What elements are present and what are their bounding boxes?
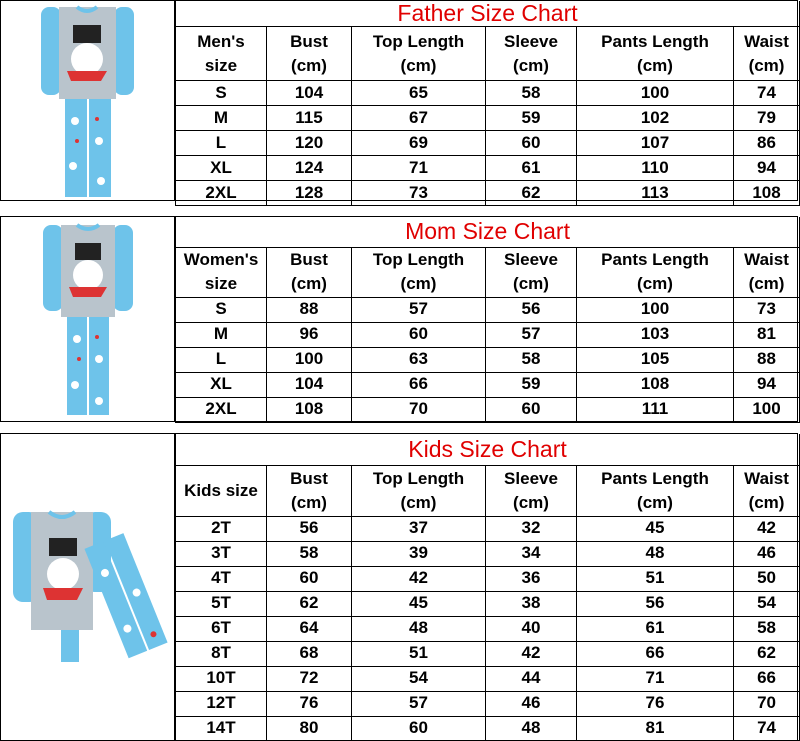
mom-header-row bbox=[176, 247, 800, 297]
mom-size-chart-block bbox=[0, 216, 798, 422]
pants-length-cell: 48 bbox=[577, 541, 734, 566]
sleeve-cell: 36 bbox=[486, 566, 577, 591]
table-row bbox=[176, 81, 800, 106]
waist-cell: 62 bbox=[734, 641, 800, 666]
size-cell: 5T bbox=[176, 591, 267, 616]
waist-cell: 46 bbox=[734, 541, 800, 566]
waist-cell: 79 bbox=[734, 106, 800, 131]
sleeve-cell: 58 bbox=[486, 81, 577, 106]
table-row bbox=[176, 106, 800, 131]
header-waist: Waist (cm) bbox=[734, 465, 800, 516]
pants-length-cell: 102 bbox=[577, 106, 734, 131]
header-sleeve: Sleeve (cm) bbox=[486, 247, 577, 297]
size-cell: M bbox=[176, 106, 267, 131]
size-cell: 6T bbox=[176, 616, 267, 641]
father-chart-title: Father Size Chart bbox=[176, 1, 800, 27]
pants-length-cell: 56 bbox=[577, 591, 734, 616]
kids-header-row bbox=[176, 465, 800, 516]
table-row bbox=[176, 297, 800, 322]
top-length-cell: 45 bbox=[352, 591, 486, 616]
header-waist: Waist (cm) bbox=[734, 247, 800, 297]
size-cell: 10T bbox=[176, 666, 267, 691]
top-length-cell: 39 bbox=[352, 541, 486, 566]
pants-length-cell: 105 bbox=[577, 347, 734, 372]
father-header-row bbox=[176, 27, 800, 81]
waist-cell: 74 bbox=[734, 716, 800, 740]
kids-chart-title: Kids Size Chart bbox=[176, 434, 800, 465]
bust-cell: 128 bbox=[267, 181, 352, 206]
top-length-cell: 65 bbox=[352, 81, 486, 106]
bust-cell: 76 bbox=[267, 691, 352, 716]
sleeve-cell: 57 bbox=[486, 322, 577, 347]
top-length-cell: 60 bbox=[352, 716, 486, 740]
waist-cell: 100 bbox=[734, 397, 800, 422]
top-length-cell: 42 bbox=[352, 566, 486, 591]
waist-cell: 108 bbox=[734, 181, 800, 206]
size-cell: 2XL bbox=[176, 181, 267, 206]
waist-cell: 74 bbox=[734, 81, 800, 106]
top-length-cell: 60 bbox=[352, 322, 486, 347]
sleeve-cell: 46 bbox=[486, 691, 577, 716]
kids-pajama-image bbox=[1, 434, 175, 740]
sleeve-cell: 60 bbox=[486, 397, 577, 422]
waist-cell: 54 bbox=[734, 591, 800, 616]
waist-cell: 73 bbox=[734, 297, 800, 322]
pants-length-cell: 111 bbox=[577, 397, 734, 422]
sleeve-cell: 32 bbox=[486, 516, 577, 541]
header-sleeve: Sleeve (cm) bbox=[486, 465, 577, 516]
bust-cell: 96 bbox=[267, 322, 352, 347]
waist-cell: 70 bbox=[734, 691, 800, 716]
sleeve-cell: 60 bbox=[486, 131, 577, 156]
mom-chart-title: Mom Size Chart bbox=[176, 217, 800, 247]
waist-cell: 50 bbox=[734, 566, 800, 591]
pants-length-cell: 100 bbox=[577, 297, 734, 322]
table-row bbox=[176, 131, 800, 156]
table-row bbox=[176, 691, 800, 716]
sleeve-cell: 62 bbox=[486, 181, 577, 206]
size-cell: L bbox=[176, 131, 267, 156]
father-pajama-image bbox=[1, 1, 175, 200]
sleeve-cell: 59 bbox=[486, 106, 577, 131]
table-row bbox=[176, 566, 800, 591]
pants-length-cell: 61 bbox=[577, 616, 734, 641]
mom-size-table bbox=[175, 217, 800, 423]
table-row bbox=[176, 397, 800, 422]
table-row bbox=[176, 156, 800, 181]
size-cell: S bbox=[176, 297, 267, 322]
waist-cell: 66 bbox=[734, 666, 800, 691]
bust-cell: 124 bbox=[267, 156, 352, 181]
bust-cell: 56 bbox=[267, 516, 352, 541]
bust-cell: 58 bbox=[267, 541, 352, 566]
bust-cell: 120 bbox=[267, 131, 352, 156]
top-length-cell: 63 bbox=[352, 347, 486, 372]
table-row bbox=[176, 516, 800, 541]
table-row bbox=[176, 322, 800, 347]
header-top-length: Top Length (cm) bbox=[352, 27, 486, 81]
top-length-cell: 54 bbox=[352, 666, 486, 691]
table-row bbox=[176, 716, 800, 740]
top-length-cell: 57 bbox=[352, 297, 486, 322]
sleeve-cell: 38 bbox=[486, 591, 577, 616]
waist-cell: 58 bbox=[734, 616, 800, 641]
top-length-cell: 57 bbox=[352, 691, 486, 716]
waist-cell: 81 bbox=[734, 322, 800, 347]
bust-cell: 88 bbox=[267, 297, 352, 322]
header-top-length: Top Length (cm) bbox=[352, 247, 486, 297]
table-row bbox=[176, 181, 800, 206]
bust-cell: 62 bbox=[267, 591, 352, 616]
sleeve-cell: 61 bbox=[486, 156, 577, 181]
pants-length-cell: 113 bbox=[577, 181, 734, 206]
bust-cell: 104 bbox=[267, 372, 352, 397]
bust-cell: 104 bbox=[267, 81, 352, 106]
pants-length-cell: 107 bbox=[577, 131, 734, 156]
sleeve-cell: 42 bbox=[486, 641, 577, 666]
waist-cell: 86 bbox=[734, 131, 800, 156]
bust-cell: 68 bbox=[267, 641, 352, 666]
kids-size-table bbox=[175, 434, 800, 741]
header-pants-length: Pants Length (cm) bbox=[577, 247, 734, 297]
header-pants-length: Pants Length (cm) bbox=[577, 27, 734, 81]
table-row bbox=[176, 591, 800, 616]
bust-cell: 115 bbox=[267, 106, 352, 131]
header-size: Women's size bbox=[176, 247, 267, 297]
top-length-cell: 67 bbox=[352, 106, 486, 131]
size-cell: M bbox=[176, 322, 267, 347]
pants-length-cell: 71 bbox=[577, 666, 734, 691]
header-pants-length: Pants Length (cm) bbox=[577, 465, 734, 516]
header-sleeve: Sleeve (cm) bbox=[486, 27, 577, 81]
bust-cell: 100 bbox=[267, 347, 352, 372]
size-cell: 2XL bbox=[176, 397, 267, 422]
table-row bbox=[176, 541, 800, 566]
bust-cell: 80 bbox=[267, 716, 352, 740]
header-bust: Bust (cm) bbox=[267, 247, 352, 297]
pants-length-cell: 45 bbox=[577, 516, 734, 541]
bust-cell: 64 bbox=[267, 616, 352, 641]
header-size: Kids size bbox=[176, 465, 267, 516]
top-length-cell: 37 bbox=[352, 516, 486, 541]
header-bust: Bust (cm) bbox=[267, 465, 352, 516]
sleeve-cell: 40 bbox=[486, 616, 577, 641]
top-length-cell: 69 bbox=[352, 131, 486, 156]
size-cell: XL bbox=[176, 372, 267, 397]
size-cell: 3T bbox=[176, 541, 267, 566]
table-row bbox=[176, 616, 800, 641]
size-cell: L bbox=[176, 347, 267, 372]
waist-cell: 94 bbox=[734, 156, 800, 181]
size-cell: 8T bbox=[176, 641, 267, 666]
pants-length-cell: 103 bbox=[577, 322, 734, 347]
pants-length-cell: 51 bbox=[577, 566, 734, 591]
size-cell: XL bbox=[176, 156, 267, 181]
table-row bbox=[176, 641, 800, 666]
top-length-cell: 71 bbox=[352, 156, 486, 181]
father-size-chart-block bbox=[0, 0, 798, 201]
sleeve-cell: 59 bbox=[486, 372, 577, 397]
sleeve-cell: 56 bbox=[486, 297, 577, 322]
header-waist: Waist (cm) bbox=[734, 27, 800, 81]
header-top-length: Top Length (cm) bbox=[352, 465, 486, 516]
waist-cell: 94 bbox=[734, 372, 800, 397]
pants-length-cell: 81 bbox=[577, 716, 734, 740]
table-row bbox=[176, 666, 800, 691]
top-length-cell: 70 bbox=[352, 397, 486, 422]
size-cell: 2T bbox=[176, 516, 267, 541]
size-cell: 12T bbox=[176, 691, 267, 716]
pants-length-cell: 108 bbox=[577, 372, 734, 397]
mom-pajama-image bbox=[1, 217, 175, 421]
sleeve-cell: 44 bbox=[486, 666, 577, 691]
top-length-cell: 66 bbox=[352, 372, 486, 397]
kids-size-chart-block bbox=[0, 433, 798, 741]
pants-length-cell: 110 bbox=[577, 156, 734, 181]
waist-cell: 88 bbox=[734, 347, 800, 372]
size-cell: 14T bbox=[176, 716, 267, 740]
header-size: Men's size bbox=[176, 27, 267, 81]
size-cell: 4T bbox=[176, 566, 267, 591]
bust-cell: 72 bbox=[267, 666, 352, 691]
pants-length-cell: 66 bbox=[577, 641, 734, 666]
pants-length-cell: 76 bbox=[577, 691, 734, 716]
top-length-cell: 51 bbox=[352, 641, 486, 666]
sleeve-cell: 34 bbox=[486, 541, 577, 566]
bust-cell: 60 bbox=[267, 566, 352, 591]
top-length-cell: 73 bbox=[352, 181, 486, 206]
sleeve-cell: 48 bbox=[486, 716, 577, 740]
waist-cell: 42 bbox=[734, 516, 800, 541]
pants-length-cell: 100 bbox=[577, 81, 734, 106]
table-row bbox=[176, 347, 800, 372]
bust-cell: 108 bbox=[267, 397, 352, 422]
father-size-table bbox=[175, 1, 800, 206]
header-bust: Bust (cm) bbox=[267, 27, 352, 81]
top-length-cell: 48 bbox=[352, 616, 486, 641]
size-cell: S bbox=[176, 81, 267, 106]
sleeve-cell: 58 bbox=[486, 347, 577, 372]
table-row bbox=[176, 372, 800, 397]
